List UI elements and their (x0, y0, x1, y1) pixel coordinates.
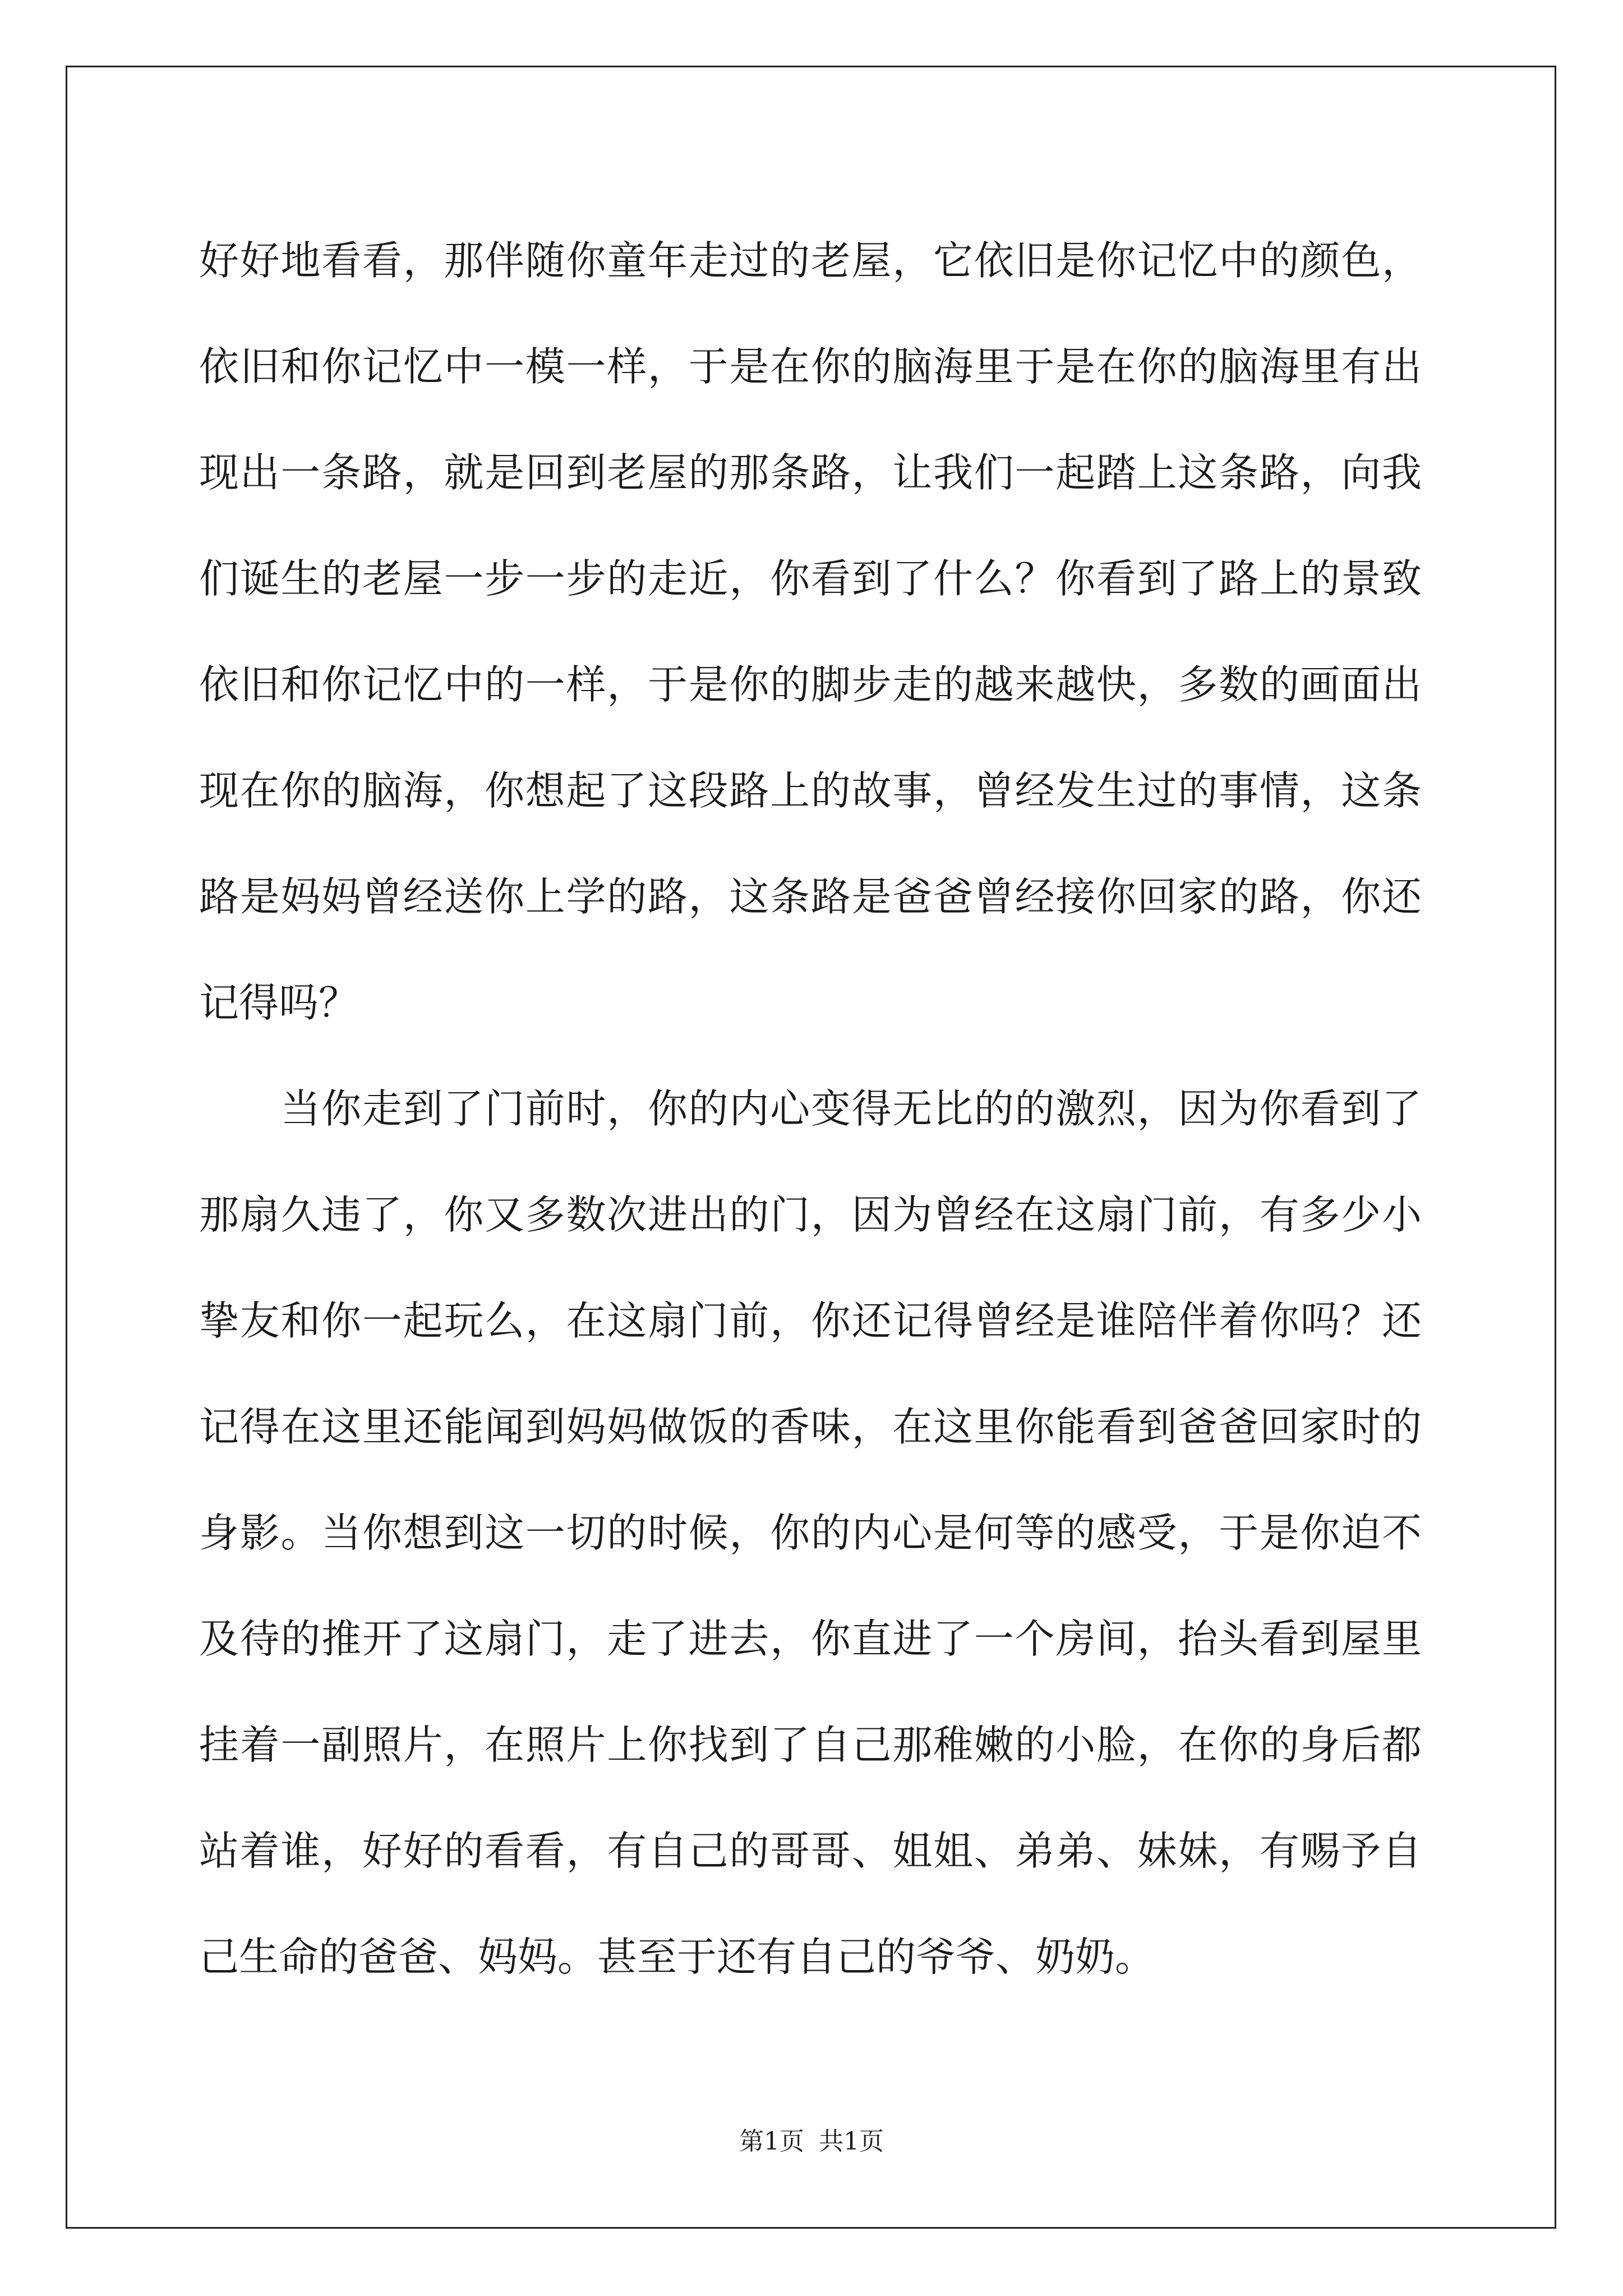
text-line: 记得在这里还能闻到妈妈做饭的香味，在这里你能看到爸爸回家时的 (199, 1404, 1422, 1450)
text-line: 们诞生的老屋一步一步的走近，你看到了什么？你看到了路上的景致 (199, 555, 1422, 602)
text-line: 站着谁，好好的看看，有自己的哥哥、姐姐、弟弟、妹妹，有赐予自 (199, 1828, 1422, 1874)
text-line: 依旧和你记忆中一模一样，于是在你的脑海里于是在你的脑海里有出 (199, 343, 1422, 390)
text-line: 好好地看看，那伴随你童年走过的老屋，它依旧是你记忆中的颜色， (199, 237, 1422, 284)
page-total: 共1页 (819, 2127, 884, 2156)
paragraph-1 (199, 208, 1422, 1056)
text-line: 记得吗？ (199, 979, 359, 1026)
text-line: 那扇久违了，你又多数次进出的门，因为曾经在这扇门前，有多少小 (199, 1191, 1422, 1238)
text-line: 现出一条路，就是回到老屋的那条路，让我们一起踏上这条路，向我 (199, 449, 1422, 496)
text-line: 现在你的脑海，你想起了这段路上的故事，曾经发生过的事情，这条 (199, 767, 1422, 814)
text-line: 依旧和你记忆中的一样，于是你的脚步走的越来越快，多数的画面出 (199, 661, 1422, 708)
text-line: 挂着一副照片，在照片上你找到了自己那稚嫩的小脸，在你的身后都 (199, 1722, 1422, 1768)
text-line: 路是妈妈曾经送你上学的路，这条路是爸爸曾经接你回家的路，你还 (199, 873, 1422, 920)
page-number: 第1页 (739, 2127, 804, 2156)
document-body (199, 208, 1422, 2010)
text-line: 己生命的爸爸、妈妈。甚至于还有自己的爷爷、奶奶。 (199, 1934, 1155, 1980)
text-line: 身影。当你想到这一切的时候，你的内心是何等的感受，于是你迫不 (199, 1510, 1422, 1556)
text-line: 及待的推开了这扇门，走了进去，你直进了一个房间，抬头看到屋里 (199, 1616, 1422, 1662)
text-line: 挚友和你一起玩么，在这扇门前，你还记得曾经是谁陪伴着你吗？还 (199, 1297, 1422, 1344)
text-line: 当你走到了门前时，你的内心变得无比的的激烈，因为你看到了 (199, 1085, 1422, 1132)
page-footer (0, 2125, 1623, 2159)
paragraph-2 (199, 1056, 1422, 2010)
